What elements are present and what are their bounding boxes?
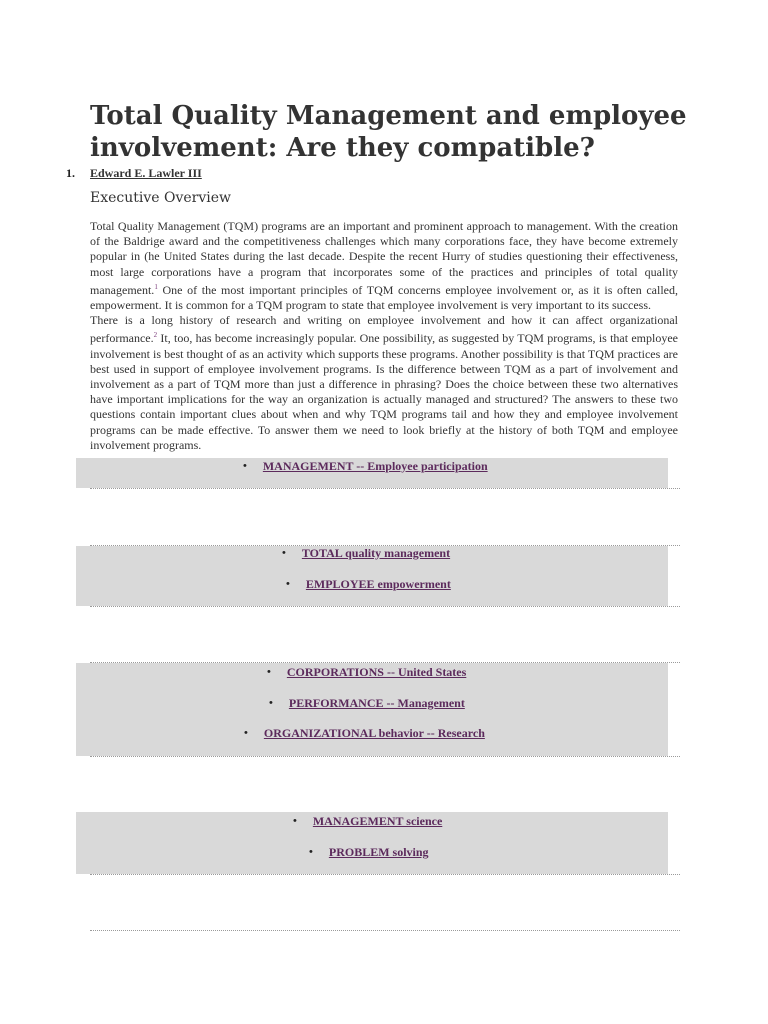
paragraph-text: Total Quality Management (TQM) programs are an important and prominent approach to management. With the creation of the Baldrige award and the competitiveness challenges which many corporations face, they have become extremely popular in (he United States during the last decade. Despite the recent Hurry of studies questioning their effectiveness, most large corporations have a program that incorporates some of the practices and principles of total quality management. bbox=[90, 219, 678, 297]
paragraph bbox=[90, 219, 678, 313]
bullet-icon: • bbox=[309, 846, 313, 858]
article-body bbox=[90, 219, 678, 453]
author-link[interactable]: Edward E. Lawler III bbox=[90, 166, 202, 180]
bullet-icon: • bbox=[244, 727, 248, 739]
bullet-icon: • bbox=[267, 666, 271, 678]
author-line bbox=[66, 166, 202, 181]
bullet-icon: • bbox=[286, 578, 290, 590]
paragraph bbox=[90, 313, 678, 453]
bullet-icon: • bbox=[243, 460, 247, 472]
bullet-icon: • bbox=[269, 697, 273, 709]
keyword-link[interactable]: MANAGEMENT science bbox=[312, 813, 443, 828]
author-number: 1. bbox=[66, 166, 75, 180]
keyword-link[interactable]: TOTAL quality management bbox=[301, 545, 451, 560]
footnote-ref[interactable]: 2 bbox=[153, 331, 158, 340]
keyword-link[interactable]: ORGANIZATIONAL behavior -- Research bbox=[263, 725, 485, 740]
paragraph-text: It, too, has become increasingly popular. One possibility, as suggested by TQM programs, is that employee involvement is best thought of as an activity which supports these programs. Another possibility is that TQM practices are best used in support of employee involvement programs. Is the difference between TQM as a part of involvement and involvement as a part of TQM more than just a difference in phrasing? Does the choice between these two alternatives have important implications for the way an organization is actually managed and structured? The answers to these two questions contain important clues about when and why TQM programs tail and how they and employee involvement programs can be made effective. To answer them we need to look briefly at the history of both TQM and employee involvement programs. bbox=[90, 331, 678, 452]
keyword-item bbox=[243, 458, 488, 474]
keyword-link[interactable]: MANAGEMENT -- Employee participation bbox=[262, 458, 488, 473]
bullet-icon: • bbox=[282, 547, 286, 559]
footnote-ref[interactable]: 1 bbox=[154, 282, 158, 291]
article-title: Total Quality Management and employee involvement: Are they compatible? bbox=[90, 101, 687, 163]
keyword-item bbox=[269, 695, 465, 711]
section-heading: Executive Overview bbox=[90, 190, 232, 206]
keyword-item bbox=[244, 725, 485, 741]
paragraph-text: One of the most important principles of TQM concerns employee involvement or, as it is often called, empowerment. It is common for a TQM program to state that employee involvement is very important to its success. bbox=[90, 282, 678, 313]
dotted-divider bbox=[90, 606, 680, 607]
keyword-link[interactable]: EMPLOYEE empowerment bbox=[305, 576, 451, 591]
keyword-item bbox=[293, 813, 442, 829]
paragraph-text: There is a long history of research and writing on employee involvement and how it can affect organizational performance. bbox=[90, 313, 678, 346]
keyword-item bbox=[286, 576, 451, 592]
keyword-link[interactable]: CORPORATIONS -- United States bbox=[286, 664, 467, 679]
keyword-item bbox=[282, 545, 450, 561]
keyword-link[interactable]: PROBLEM solving bbox=[328, 844, 429, 859]
keyword-link[interactable]: PERFORMANCE -- Management bbox=[288, 695, 465, 710]
keyword-item bbox=[309, 844, 429, 860]
keyword-item bbox=[267, 664, 466, 680]
bullet-icon: • bbox=[293, 815, 297, 827]
dotted-divider bbox=[90, 488, 680, 489]
dotted-divider bbox=[90, 874, 680, 875]
dotted-divider bbox=[90, 756, 680, 757]
dotted-divider bbox=[90, 930, 680, 931]
